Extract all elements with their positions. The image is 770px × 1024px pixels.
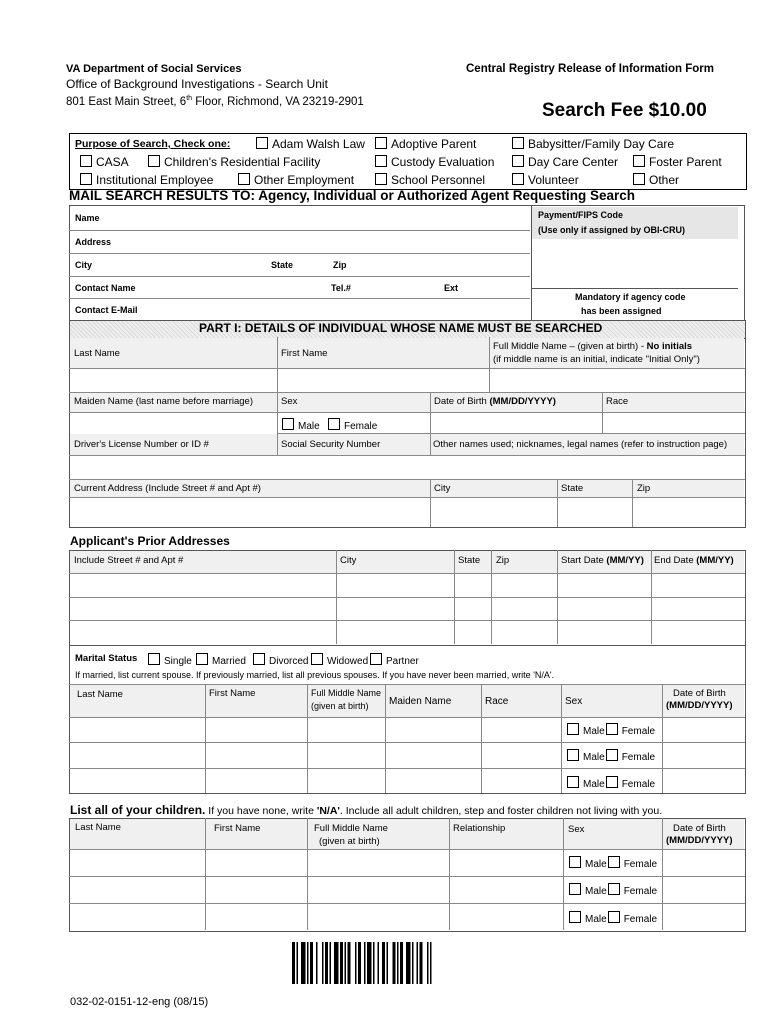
purpose-option-label: School Personnel — [391, 173, 486, 187]
checkbox-icon[interactable] — [148, 155, 160, 167]
spouse-row-3[interactable] — [70, 769, 204, 792]
agency-name: VA Department of Social Services — [66, 63, 242, 75]
p1-other-names-field[interactable] — [431, 456, 744, 478]
barcode-bar — [307, 942, 309, 984]
barcode-bar — [417, 942, 419, 984]
barcode-bar — [393, 942, 396, 984]
p1-city-field[interactable] — [431, 498, 556, 526]
p1-city-label: City — [434, 483, 451, 494]
checkbox-icon[interactable] — [633, 155, 645, 167]
p1-last-name-field[interactable] — [70, 369, 276, 391]
mail-address-field[interactable] — [69, 231, 530, 253]
marital-dob-line2: (MM/DD/YYYY) — [666, 700, 733, 711]
form-number: 032-02-0151-12-eng (08/15) — [70, 996, 209, 1008]
barcode-bar — [387, 942, 389, 984]
purpose-adam-walsh[interactable] — [256, 137, 365, 150]
checkbox-icon[interactable] — [606, 749, 618, 761]
checkbox-icon[interactable] — [148, 653, 160, 665]
p1-no-initials: No initials — [646, 341, 693, 352]
barcode-bar — [427, 942, 429, 984]
barcode-bar — [373, 942, 375, 984]
purpose-option-label: Adoptive Parent — [391, 137, 477, 151]
p1-sex-label: Sex — [281, 396, 298, 407]
mail-ext-label: Ext — [444, 283, 459, 293]
checkbox-icon[interactable] — [311, 653, 323, 665]
checkbox-icon[interactable] — [633, 173, 645, 185]
female-label: Female — [623, 886, 658, 897]
p1-female-label: Female — [344, 421, 378, 432]
p1-state-field[interactable] — [558, 498, 631, 526]
marital-option-label: Widowed — [327, 656, 369, 667]
prior-row-1[interactable] — [70, 574, 335, 596]
checkbox-icon[interactable] — [196, 653, 208, 665]
p1-zip-label: Zip — [637, 483, 651, 494]
female-label: Female — [621, 726, 656, 737]
barcode-bar — [355, 942, 357, 984]
checkbox-icon[interactable] — [328, 418, 340, 430]
prior-start-label — [561, 556, 644, 566]
prior-start-text: Start Date — [561, 555, 607, 566]
address-sup: th — [186, 95, 193, 102]
purpose-adoptive-parent[interactable] — [375, 137, 476, 150]
part1-heading: PART I: DETAILS OF INDIVIDUAL WHOSE NAME MUST BE SEARCHED — [199, 321, 603, 335]
p1-first-name-field[interactable] — [278, 369, 488, 391]
prior-street-label: Include Street # and Apt # — [74, 555, 184, 566]
purpose-babysitter[interactable] — [512, 137, 674, 150]
purpose-option-label: Babysitter/Family Day Care — [528, 137, 675, 151]
prior-city-label: City — [340, 555, 357, 566]
barcode-bar — [430, 942, 432, 984]
purpose-childrens-residential[interactable] — [148, 155, 320, 168]
marital-middle-line1: Full Middle Name — [311, 688, 382, 698]
marital-option-label: Partner — [386, 656, 419, 667]
children-middle-line2: (given at birth) — [319, 836, 380, 847]
purpose-option-label: Custody Evaluation — [391, 155, 495, 169]
children-heading-rest: . Include all adult children, step and foster children not living with you. — [339, 805, 663, 817]
spouse-row-1[interactable] — [70, 718, 204, 741]
barcode-bar — [378, 942, 380, 984]
male-label: Male — [585, 886, 607, 897]
barcode-bar — [358, 942, 361, 984]
barcode-bar — [325, 942, 328, 984]
barcode-bar — [310, 942, 313, 984]
purpose-label: Purpose of Search, Check one: — [75, 138, 231, 150]
barcode-bar — [367, 942, 372, 984]
checkbox-icon[interactable] — [608, 856, 620, 868]
purpose-volunteer[interactable] — [512, 173, 579, 186]
office-name: Office of Background Investigations - Search Unit — [66, 77, 328, 91]
checkbox-icon[interactable] — [375, 155, 387, 167]
child-row1-sex — [569, 856, 657, 870]
form-title: Central Registry Release of Information Form — [466, 63, 714, 75]
barcode-bar — [420, 942, 423, 984]
mail-tel-label: Tel.# — [331, 283, 351, 293]
p1-other-names-label: Other names used; nicknames, legal names (refer to instruction page) — [433, 439, 728, 450]
female-label: Female — [621, 752, 656, 763]
purpose-day-care-center[interactable] — [512, 155, 618, 168]
prior-row-3[interactable] — [70, 621, 335, 643]
barcode-bar — [345, 942, 347, 984]
p1-dob-text: Date of Birth — [434, 396, 490, 407]
mail-heading: MAIL SEARCH RESULTS TO: Agency, Individual or Authorized Agent Requesting Search — [69, 188, 636, 203]
barcode-bar — [292, 942, 295, 984]
checkbox-icon[interactable] — [567, 749, 579, 761]
payment-code-field[interactable] — [532, 240, 738, 288]
purpose-option-label: Adam Walsh Law — [272, 137, 365, 151]
mail-state-label: State — [271, 260, 294, 270]
barcode-bar — [400, 942, 403, 984]
marital-race-label: Race — [485, 696, 509, 707]
checkbox-icon[interactable] — [569, 883, 581, 895]
address-start: 801 East Main Street, 6 — [66, 95, 187, 108]
marital-first-name-label: First Name — [209, 688, 256, 699]
mail-city-label: City — [75, 260, 93, 270]
barcode-bar — [364, 942, 366, 984]
marital-row1-sex — [567, 723, 655, 737]
p1-race-label: Race — [606, 396, 629, 407]
barcode-bar — [340, 942, 343, 984]
prior-row-2[interactable] — [70, 598, 335, 619]
child-row-3[interactable] — [70, 904, 204, 929]
checkbox-icon[interactable] — [569, 911, 581, 923]
address-end: Floor, Richmond, VA 23219-2901 — [192, 95, 364, 108]
barcode-bar — [397, 942, 399, 984]
female-label: Female — [623, 914, 658, 925]
barcode-bar — [297, 942, 299, 984]
male-label: Male — [585, 859, 607, 870]
marital-partner[interactable] — [370, 653, 419, 667]
checkbox-icon[interactable] — [256, 137, 268, 149]
checkbox-icon[interactable] — [375, 137, 387, 149]
purpose-institutional[interactable] — [80, 173, 213, 186]
barcode-bar — [334, 942, 339, 984]
p1-state-label: State — [561, 483, 584, 494]
payment-code-label: Payment/FIPS Code — [538, 210, 624, 220]
marital-middle-line2: (given at birth) — [311, 701, 369, 711]
prior-state-label: State — [458, 555, 481, 566]
purpose-option-label: Other — [649, 173, 680, 187]
purpose-option-label: CASA — [96, 155, 129, 169]
checkbox-icon[interactable] — [282, 418, 294, 430]
purpose-foster-parent[interactable] — [633, 155, 722, 168]
purpose-school-personnel[interactable] — [375, 173, 485, 186]
checkbox-icon[interactable] — [370, 653, 382, 665]
male-label: Male — [583, 779, 605, 790]
p1-male-label: Male — [298, 421, 320, 432]
spouse-row-2[interactable] — [70, 743, 204, 767]
prior-heading: Applicant's Prior Addresses — [70, 534, 230, 548]
checkbox-icon[interactable] — [606, 776, 618, 788]
barcode-bar — [412, 942, 414, 984]
purpose-option-label: Institutional Employee — [96, 173, 214, 187]
marital-dob-line1: Date of Birth — [673, 688, 726, 699]
p1-maiden-label: Maiden Name (last name before marriage) — [74, 396, 253, 407]
purpose-other[interactable] — [633, 173, 679, 186]
search-fee: Search Fee $10.00 — [542, 100, 707, 121]
prior-end-format: (MM/YY) — [696, 555, 734, 566]
checkbox-icon[interactable] — [80, 173, 92, 185]
children-dob-line2: (MM/DD/YYYY) — [666, 835, 733, 846]
children-heading-bold: List all of your children. — [70, 803, 206, 817]
mail-contact-name-label: Contact Name — [75, 283, 136, 293]
marital-single[interactable] — [148, 653, 192, 667]
prior-end-label — [654, 556, 734, 566]
checkbox-icon[interactable] — [375, 173, 387, 185]
marital-option-label: Single — [164, 656, 192, 667]
mail-name-label: Name — [75, 213, 100, 223]
purpose-other-employment[interactable] — [238, 173, 354, 186]
mandatory-line2: has been assigned — [581, 306, 662, 316]
barcode-bar — [322, 942, 324, 984]
checkbox-icon[interactable] — [569, 856, 581, 868]
children-heading-text: If you have none, write — [205, 805, 317, 817]
marital-option-label: Divorced — [269, 656, 309, 667]
p1-middle-name-field[interactable] — [490, 369, 744, 391]
female-label: Female — [621, 779, 656, 790]
purpose-option-label: Children's Residential Facility — [164, 155, 321, 169]
checkbox-icon[interactable] — [567, 776, 579, 788]
male-label: Male — [583, 752, 605, 763]
checkbox-icon[interactable] — [512, 155, 524, 167]
p1-middle-name-note: (if middle name is an initial, indicate "Initial Only") — [493, 354, 700, 365]
prior-start-format: (MM/YY) — [606, 555, 644, 566]
children-first-name-label: First Name — [214, 823, 261, 834]
prior-zip-label: Zip — [496, 555, 510, 566]
barcode-bar — [301, 942, 306, 984]
child-row-2[interactable] — [70, 877, 204, 902]
mail-email-label: Contact E-Mail — [75, 305, 138, 315]
p1-dl-field[interactable] — [70, 456, 276, 478]
barcode-bar — [348, 942, 351, 984]
prior-end-text: End Date — [654, 555, 697, 566]
barcode-bar — [316, 942, 318, 984]
marital-widowed[interactable] — [311, 653, 368, 667]
p1-first-name-label: First Name — [281, 348, 328, 359]
checkbox-icon[interactable] — [606, 723, 618, 735]
female-label: Female — [623, 859, 658, 870]
checkbox-icon[interactable] — [608, 911, 620, 923]
checkbox-icon[interactable] — [567, 723, 579, 735]
p1-middle-name-text: Full Middle Name – (given at birth) - — [493, 341, 647, 352]
checkbox-icon[interactable] — [608, 883, 620, 895]
male-label: Male — [585, 914, 607, 925]
p1-zip-field[interactable] — [633, 498, 744, 526]
marital-married[interactable] — [196, 653, 246, 667]
marital-divorced[interactable] — [253, 653, 308, 667]
p1-dob-label — [434, 397, 556, 407]
p1-sex-male[interactable] — [282, 418, 320, 432]
child-row3-sex — [569, 911, 657, 925]
marital-row2-sex — [567, 749, 655, 763]
mail-address-label: Address — [75, 237, 112, 247]
children-heading — [70, 804, 662, 817]
mail-email-field[interactable] — [69, 299, 530, 320]
male-label: Male — [583, 726, 605, 737]
barcode-bar — [382, 942, 385, 984]
children-last-name-label: Last Name — [75, 822, 121, 833]
purpose-casa[interactable] — [80, 155, 129, 168]
mandatory-line1: Mandatory if agency code — [575, 292, 686, 302]
purpose-option-label: Foster Parent — [649, 155, 722, 169]
p1-current-address-label: Current Address (Include Street # and Apt #) — [74, 483, 261, 494]
child-row-1[interactable] — [70, 850, 204, 875]
p1-current-address-field[interactable] — [70, 498, 429, 526]
purpose-option-label: Other Employment — [254, 173, 355, 187]
purpose-custody-evaluation[interactable] — [375, 155, 494, 168]
children-relationship-label: Relationship — [453, 823, 506, 834]
children-sex-label: Sex — [568, 824, 585, 835]
children-middle-line1: Full Middle Name — [314, 823, 388, 834]
checkbox-icon[interactable] — [253, 653, 265, 665]
purpose-option-label: Day Care Center — [528, 155, 619, 169]
marital-last-name-label: Last Name — [77, 689, 123, 700]
p1-ssn-field[interactable] — [278, 456, 429, 478]
children-dob-line1: Date of Birth — [673, 823, 726, 834]
purpose-option-label: Volunteer — [528, 173, 579, 187]
children-heading-na: 'N/A' — [316, 805, 340, 817]
marital-option-label: Married — [212, 656, 246, 667]
p1-sex-female[interactable] — [328, 418, 377, 432]
marital-note: If married, list current spouse. If previously married, list all previous spouses. If you have never been married, write 'N/A'. — [75, 670, 555, 680]
marital-row3-sex — [567, 776, 655, 790]
barcode-icon — [292, 942, 477, 984]
p1-dl-label: Driver's License Number or ID # — [74, 439, 209, 450]
p1-last-name-label: Last Name — [74, 348, 120, 359]
p1-ssn-label: Social Security Number — [281, 439, 381, 450]
barcode-bar — [330, 942, 332, 984]
marital-maiden-label: Maiden Name — [389, 696, 452, 707]
checkbox-icon[interactable] — [512, 137, 524, 149]
child-row2-sex — [569, 883, 657, 897]
payment-note: (Use only if assigned by OBI-CRU) — [538, 225, 686, 235]
marital-label: Marital Status — [75, 653, 138, 664]
checkbox-icon[interactable] — [238, 173, 250, 185]
p1-middle-name-label — [493, 342, 692, 352]
mail-name-field[interactable] — [69, 207, 530, 229]
checkbox-icon[interactable] — [80, 155, 92, 167]
office-address — [66, 95, 364, 108]
mail-zip-label: Zip — [333, 260, 347, 270]
barcode-bar — [406, 942, 411, 984]
checkbox-icon[interactable] — [512, 173, 524, 185]
p1-dob-format: (MM/DD/YYYY) — [489, 396, 556, 407]
marital-sex-label: Sex — [565, 696, 583, 707]
